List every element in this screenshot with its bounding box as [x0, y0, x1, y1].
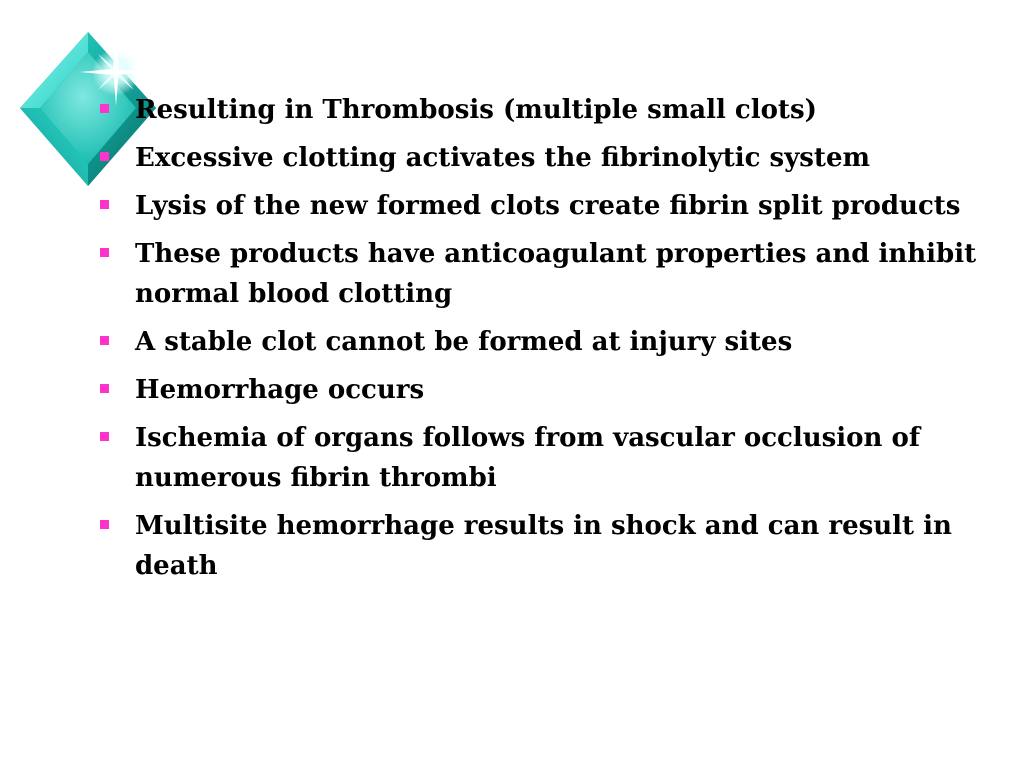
- bullet-text: A stable clot cannot be formed at injury sites: [135, 327, 793, 357]
- bullet-square-icon: [100, 336, 109, 345]
- bullet-list: [98, 90, 978, 594]
- bullet-text: Ischemia of organs follows from vascular occlusion of numerous fibrin thrombi: [135, 423, 921, 493]
- bullet-text: Excessive clotting activates the fibrinolytic system: [135, 143, 870, 173]
- list-item: [98, 370, 978, 410]
- list-item: [98, 506, 978, 586]
- bullet-text: Multisite hemorrhage results in shock and can result in death: [135, 511, 952, 581]
- list-item: [98, 322, 978, 362]
- bullet-square-icon: [100, 384, 109, 393]
- bullet-square-icon: [100, 432, 109, 441]
- bullet-square-icon: [100, 520, 109, 529]
- list-item: [98, 234, 978, 314]
- list-item: [98, 418, 978, 498]
- bullet-square-icon: [100, 152, 109, 161]
- bullet-text: These products have anticoagulant properties and inhibit normal blood clotting: [135, 239, 977, 309]
- list-item: [98, 186, 978, 226]
- bullet-text: Resulting in Thrombosis (multiple small clots): [135, 95, 817, 125]
- bullet-square-icon: [100, 248, 109, 257]
- list-item: [98, 90, 978, 130]
- bullet-square-icon: [100, 104, 109, 113]
- bullet-text: Lysis of the new formed clots create fibrin split products: [135, 191, 961, 221]
- list-item: [98, 138, 978, 178]
- bullet-text: Hemorrhage occurs: [135, 375, 425, 405]
- bullet-square-icon: [100, 200, 109, 209]
